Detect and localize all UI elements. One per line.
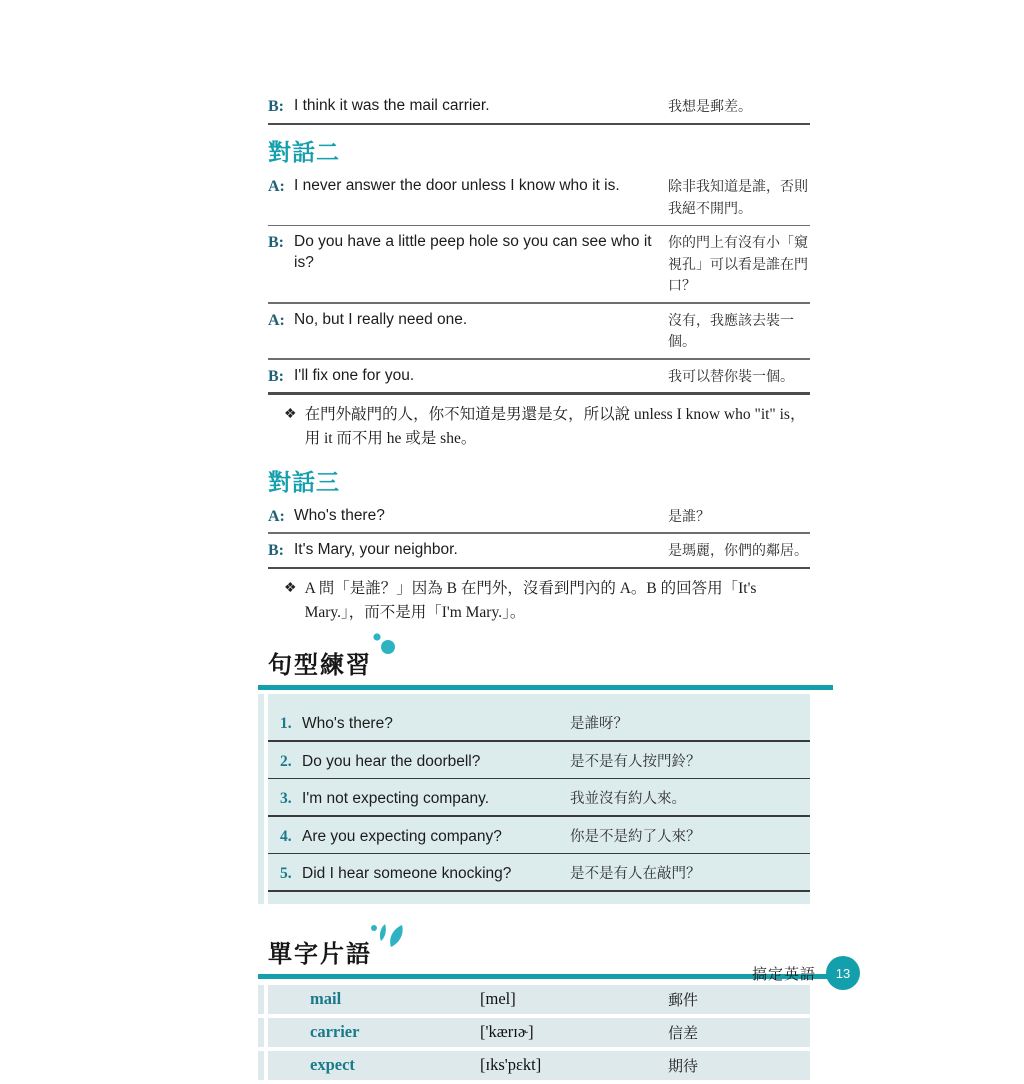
speaker-label: B: (268, 367, 284, 385)
dialogue-chinese-text: 除非我知道是誰，否則我絕不開門。 (668, 178, 808, 216)
pattern-chinese-text: 是不是有人按門鈴？ (570, 753, 701, 770)
pattern-number: 5. (280, 865, 292, 883)
dialogue-chinese-text: 我想是郵差。 (668, 98, 752, 114)
pattern-number: 1. (280, 715, 292, 733)
pattern-chinese-text: 你是不是約了人來？ (570, 828, 701, 845)
dialogue-english-text: Who's there? (294, 506, 385, 524)
pattern-practice-header (268, 645, 810, 690)
section-divider-bar (258, 685, 833, 690)
usage-note (268, 395, 810, 455)
vocab-phonetic: [mel] (480, 989, 516, 1009)
pattern-row (268, 854, 810, 890)
dialogue-english (268, 366, 660, 388)
dialogue3-row (268, 534, 810, 567)
vocab-phonetic: [ɪks'pɛkt] (480, 1055, 542, 1075)
vocabulary-header (268, 934, 810, 979)
pattern-english-text: Are you expecting company? (302, 827, 502, 845)
pattern-number: 2. (280, 752, 292, 770)
vocab-word: expect (310, 1055, 355, 1075)
pattern-row (268, 704, 810, 740)
dialogue-chinese-text: 我可以替你裝一個。 (668, 367, 794, 384)
page-content (268, 90, 810, 1084)
usage-note-text: 在門外敲門的人，你不知道是男還是女，所以說 unless I know who "it" is，用 it 而不用 he 或是 she。 (304, 405, 806, 447)
speaker-label: A: (268, 507, 285, 525)
dialogue1-row (268, 90, 810, 123)
dialogue-english-text: I think it was the mail carrier. (294, 97, 490, 114)
pattern-english-text: I'm not expecting company. (302, 790, 490, 808)
dialogue2-row (268, 226, 810, 302)
speaker-label: A: (268, 311, 285, 329)
dialogue-chinese-text: 你的門上有沒有小「窺視孔」可以看是誰在門口？ (668, 234, 808, 294)
dialogue2-row (268, 170, 810, 224)
dialogue-chinese-text: 是誰？ (668, 507, 710, 524)
dialogue-english-text: I'll fix one for you. (294, 366, 415, 384)
pattern-chinese-text: 是不是有人在敲門？ (570, 866, 701, 883)
page-number-badge: 13 (826, 956, 860, 990)
pattern-english (268, 753, 570, 771)
pattern-chinese-text: 是誰呀？ (570, 716, 628, 733)
divider (268, 890, 810, 892)
vocab-chinese: 期待 (668, 1057, 699, 1075)
dialogue2-row (268, 360, 810, 393)
page-footer (752, 956, 860, 990)
dialogue-english (268, 96, 660, 118)
vocab-chinese: 郵件 (668, 991, 699, 1009)
speaker-label: A: (268, 178, 285, 196)
pattern-practice-title-text: 句型練習 (268, 652, 372, 680)
pattern-row (268, 817, 810, 853)
vocab-phonetic: ['kærɪɚ] (480, 1022, 534, 1042)
pattern-practice-title (268, 645, 372, 680)
dialogue-english-text: No, but I really need one. (294, 310, 468, 328)
dialogue-chinese-text: 是瑪麗，你們的鄰居。 (668, 541, 808, 558)
section-divider-bar (258, 974, 833, 979)
dialogue-english-text: Do you have a little peep hole so you can see who it is? (294, 233, 652, 271)
pattern-english (268, 865, 570, 883)
dialogue-english-text: I never answer the door unless I know who it is. (294, 177, 620, 195)
dialogue-english (268, 232, 660, 297)
dialogue3-row (268, 500, 810, 533)
pattern-number: 3. (280, 790, 292, 808)
speaker-label: B: (268, 234, 284, 252)
usage-note-text: A 問「是誰？」因為 B 在門外，沒看到門內的 A。B 的回答用「It's Mary.」，而不是用「I'm Mary.」。 (304, 580, 757, 622)
vocab-word: carrier (310, 1022, 360, 1042)
diamond-bullet-icon: ❖ (284, 581, 297, 597)
pattern-chinese-text: 我並沒有約人來。 (570, 791, 686, 808)
vocab-word: mail (310, 989, 342, 1009)
vocabulary-row (268, 1051, 810, 1080)
pattern-number: 4. (280, 827, 292, 845)
droplets-decoration-icon (370, 919, 406, 953)
pattern-english-text: Did I hear someone knocking? (302, 865, 512, 883)
dialogue-english-text: It's Mary, your neighbor. (294, 540, 458, 558)
pattern-practice-table (268, 694, 810, 904)
vocabulary-table (268, 985, 810, 1080)
usage-note (268, 569, 810, 629)
pattern-row (268, 742, 810, 778)
dialogue-chinese-text: 沒有，我應該去裝一個。 (668, 311, 794, 350)
divider (268, 123, 810, 126)
vocab-chinese: 信差 (668, 1024, 699, 1042)
speaker-label: B: (268, 541, 284, 559)
pattern-english (268, 715, 570, 733)
pattern-english (268, 828, 570, 846)
dialogue3-title: 對話三 (268, 468, 340, 495)
vocabulary-row (268, 985, 810, 1014)
pattern-row (268, 779, 810, 815)
vocabulary-row (268, 1018, 810, 1047)
diamond-bullet-icon: ❖ (284, 406, 297, 422)
pattern-english-text: Who's there? (302, 715, 393, 733)
dialogue-english (268, 310, 660, 353)
vocabulary-title (268, 934, 372, 969)
dialogue2-title: 對話二 (268, 139, 340, 166)
dots-decoration-icon (370, 632, 400, 662)
dialogue-english (268, 176, 660, 219)
pattern-english (268, 790, 570, 808)
dialogue-english (268, 506, 660, 528)
dialogue2-row (268, 304, 810, 358)
vocabulary-title-text: 單字片語 (268, 940, 372, 968)
pattern-english-text: Do you hear the doorbell? (302, 752, 481, 770)
dialogue-english (268, 540, 660, 562)
book-title: 搞定英語 (752, 965, 817, 983)
speaker-label: B: (268, 98, 284, 115)
